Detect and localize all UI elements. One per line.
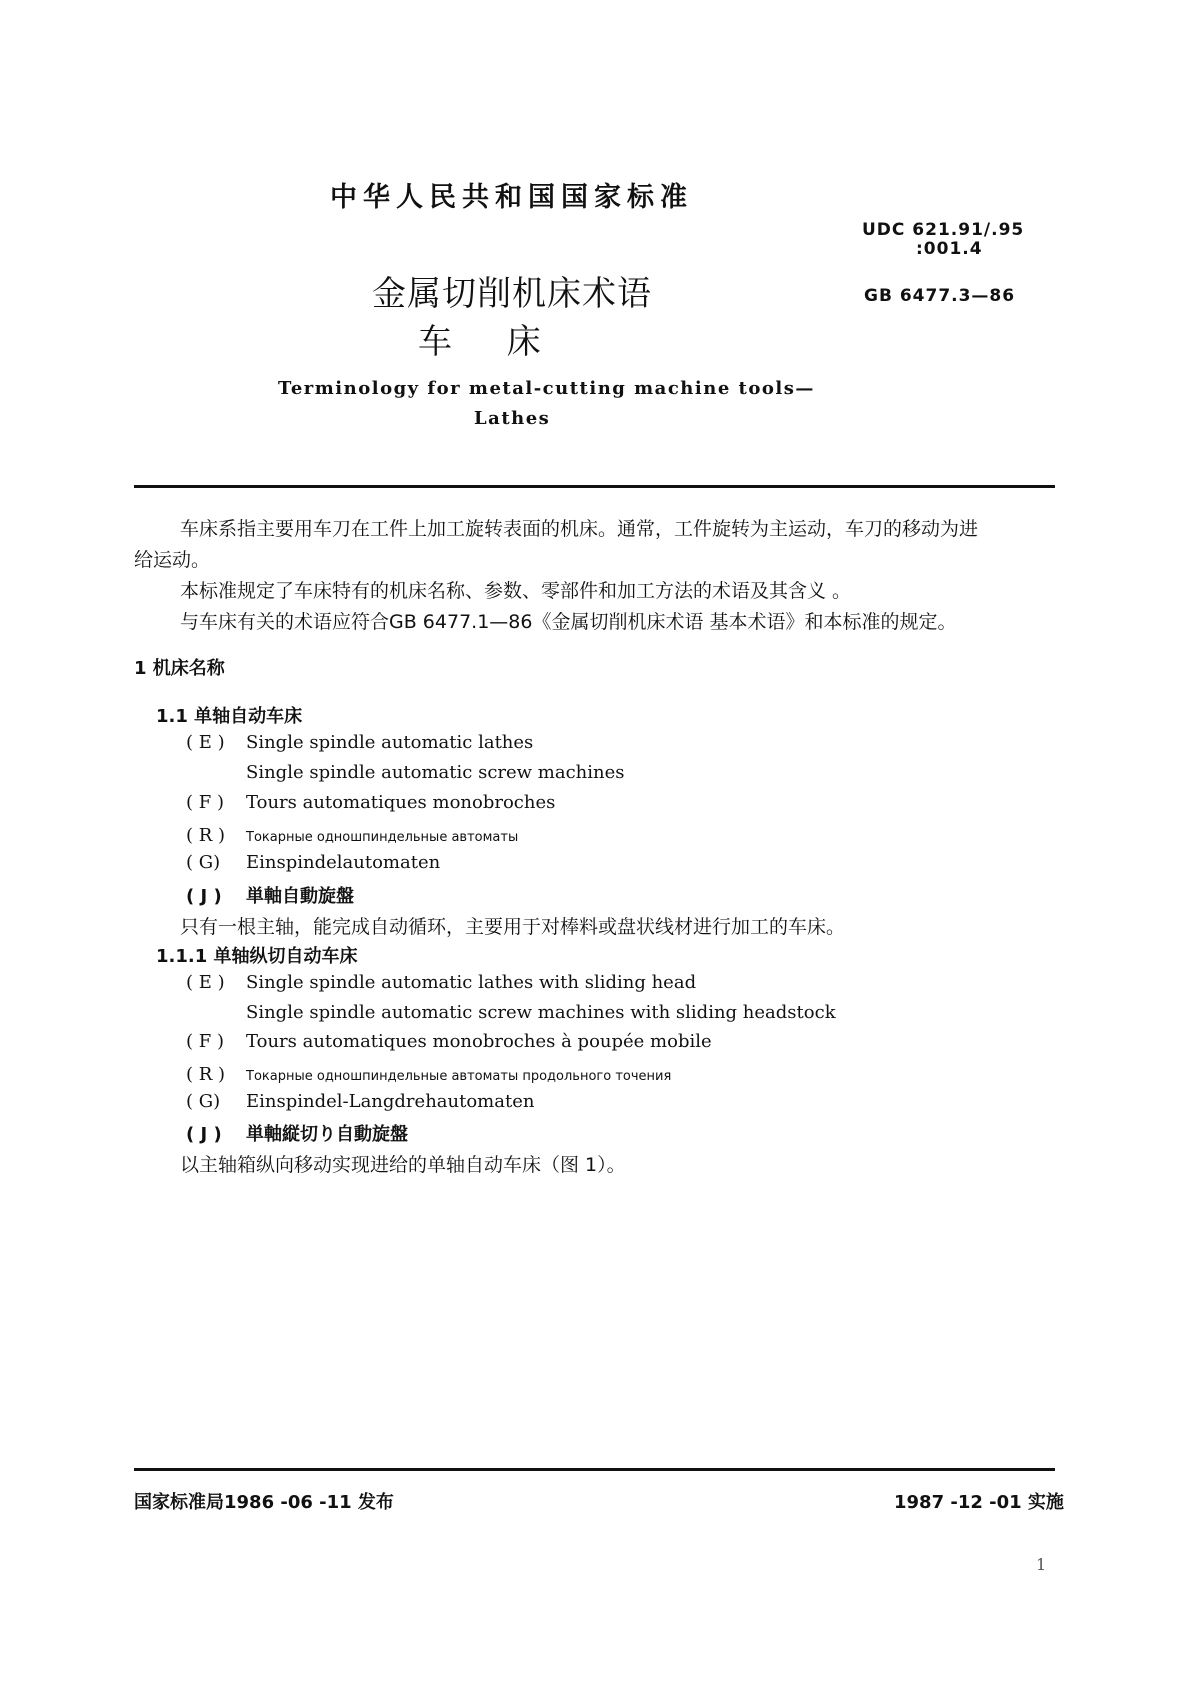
lang-code-j: ( J )	[186, 1124, 222, 1145]
term-ja-1-text: 単軸自動旋盤	[246, 886, 354, 907]
lang-code-g: ( G)	[186, 1091, 221, 1112]
term-fr-1-text: Tours automatiques monobroches	[246, 792, 556, 813]
term-de-1	[186, 852, 440, 873]
title-en-line-1: Terminology for metal-cutting machine tools—	[278, 378, 815, 399]
lang-code-e: ( E )	[186, 972, 225, 993]
term-ru-2-text: Токарные одношпиндельные автоматы продольного точения	[246, 1069, 672, 1084]
term-de-2-text: Einspindel-Langdrehautomaten	[246, 1091, 535, 1112]
term-en-2-text: Single spindle automatic lathes with sliding head	[246, 972, 697, 993]
intro-paragraph-1-line-2: 给运动。	[134, 549, 211, 571]
lang-code-j: ( J )	[186, 886, 222, 907]
term-en-2	[186, 972, 696, 993]
term-ru-1-text: Токарные одношпиндельные автоматы	[246, 830, 519, 845]
lang-code-g: ( G)	[186, 852, 221, 873]
term-ja-1	[186, 882, 354, 908]
term-ja-2	[186, 1120, 408, 1146]
national-standard-header: 中华人民共和国国家标准	[330, 182, 693, 213]
effective-date: 1987 -12 -01 实施	[894, 1492, 1064, 1513]
intro-paragraph-1-line-1: 车床系指主要用车刀在工件上加工旋转表面的机床。通常，工件旋转为主运动，车刀的移动为进	[180, 518, 979, 540]
gb-standard-code: GB 6477.3—86	[864, 286, 1016, 306]
term-fr-2	[186, 1031, 712, 1052]
definition-1-1-1: 以主轴箱纵向移动实现进给的单轴自动车床（图 1）。	[180, 1154, 626, 1176]
lang-code-r: ( R )	[186, 1064, 226, 1085]
term-de-1-text: Einspindelautomaten	[246, 852, 441, 873]
udc-line-1: UDC 621.91/.95	[862, 220, 1025, 240]
lang-code-e: ( E )	[186, 732, 225, 753]
title-en-line-2: Lathes	[474, 408, 551, 429]
issue-date: 国家标准局1986 -06 -11 发布	[134, 1492, 394, 1513]
term-en-2-alt: Single spindle automatic screw machines with sliding headstock	[246, 1002, 836, 1023]
intro-paragraph-3: 与车床有关的术语应符合GB 6477.1—86《金属切削机床术语 基本术语》和本标准的规定。	[180, 611, 957, 633]
term-en-1	[186, 732, 533, 753]
term-ja-2-text: 単軸縦切り自動旋盤	[246, 1124, 408, 1145]
intro-paragraph-2: 本标准规定了车床特有的机床名称、参数、零部件和加工方法的术语及其含义 。	[180, 580, 852, 602]
top-divider	[134, 485, 1055, 488]
udc-code	[862, 221, 1024, 259]
term-ru-2	[186, 1064, 671, 1085]
udc-line-2: :001.4	[916, 239, 983, 259]
term-fr-2-text: Tours automatiques monobroches à poupée mobile	[246, 1031, 712, 1052]
term-en-1-alt: Single spindle automatic screw machines	[246, 762, 625, 783]
section-1-1-heading: 1.1 单轴自动车床	[156, 706, 303, 727]
term-de-2	[186, 1091, 534, 1112]
title-cn-line-2: 车 床	[418, 322, 541, 362]
definition-1-1: 只有一根主轴，能完成自动循环，主要用于对棒料或盘状线材进行加工的车床。	[180, 916, 846, 938]
lang-code-f: ( F )	[186, 1031, 224, 1052]
lang-code-f: ( F )	[186, 792, 224, 813]
page-number: 1	[1036, 1555, 1047, 1574]
term-en-1-text: Single spindle automatic lathes	[246, 732, 534, 753]
section-1-heading: 1 机床名称	[134, 658, 225, 679]
term-ru-1	[186, 825, 518, 846]
section-1-1-1-heading: 1.1.1 单轴纵切自动车床	[156, 946, 358, 967]
title-cn-line-1: 金属切削机床术语	[372, 274, 652, 314]
lang-code-r: ( R )	[186, 825, 226, 846]
term-fr-1	[186, 792, 555, 813]
bottom-divider	[134, 1468, 1055, 1471]
